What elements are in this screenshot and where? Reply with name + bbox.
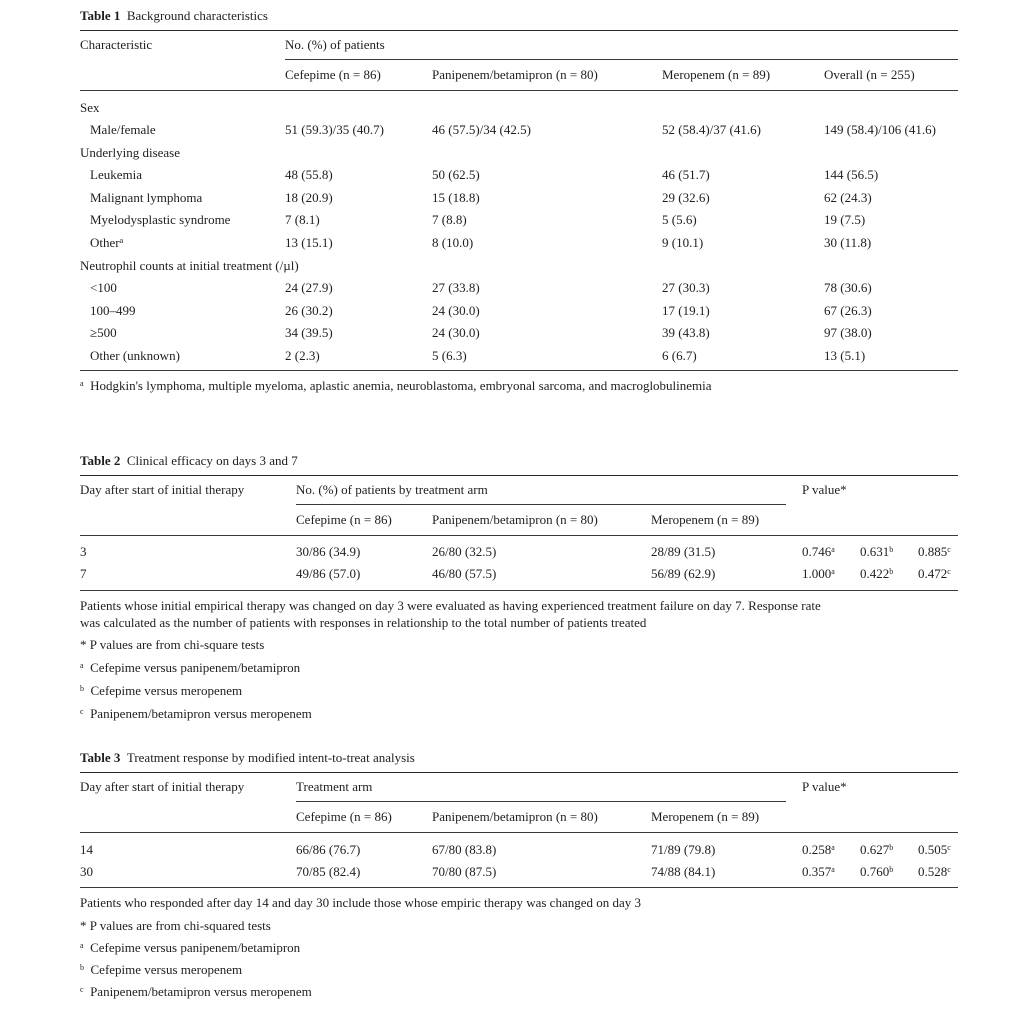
table2-p-value: 0.472$^c$ (918, 566, 951, 581)
table1-cell: 17 (19.1) (662, 303, 710, 318)
table1-row-label: Malignant lymphoma (90, 190, 203, 205)
table2-group-rule (296, 504, 786, 505)
table1-caption: Background characteristics (126, 8, 268, 23)
table1-cell: 8 (10.0) (432, 235, 474, 250)
table2-p-value: 0.631$^b$ (860, 544, 894, 559)
table3-p-value: 0.258$^a$ (802, 842, 835, 857)
table2-cell: 28/89 (31.5) (651, 544, 716, 559)
table3-cell: 71/89 (79.8) (651, 842, 716, 857)
table2-cell: 26/80 (32.5) (432, 544, 497, 559)
table3-top-rule (80, 772, 958, 773)
table3-note-a: $^a$ Cefepime versus panipenem/betamipron (80, 940, 301, 955)
table3-group-rule (296, 801, 786, 802)
table3-cell: 67/80 (83.8) (432, 842, 497, 857)
table3-col-group: Treatment arm (296, 779, 373, 794)
table1-header-rule (80, 90, 958, 91)
table3-title (80, 750, 415, 766)
table1-col-characteristic: Characteristic (80, 37, 153, 52)
table3-p-value: 0.528$^c$ (918, 864, 951, 879)
table2-p-value: 0.746$^a$ (802, 544, 835, 559)
table3-col-panipenem: Panipenem/betamipron (n = 80) (432, 809, 598, 824)
table1-col-cefepime: Cefepime (n = 86) (285, 67, 381, 82)
table3-caption: Treatment response by modified intent-to-treat analysis (126, 750, 415, 765)
table2-bottom-rule (80, 590, 958, 591)
table2-note-a: $^a$ Cefepime versus panipenem/betamipron (80, 660, 301, 675)
table1-cell: 149 (58.4)/106 (41.6) (824, 122, 936, 137)
table2-cell: 56/89 (62.9) (651, 566, 716, 581)
table1-cell: 18 (20.9) (285, 190, 333, 205)
table1-section-neutrophil: Neutrophil counts at initial treatment (/µl) (80, 258, 299, 273)
table1-row-label: Leukemia (90, 167, 142, 182)
table1-top-rule (80, 30, 958, 31)
table1-cell: 13 (15.1) (285, 235, 333, 250)
table1-cell: 78 (30.6) (824, 280, 872, 295)
table1-cell: 29 (32.6) (662, 190, 710, 205)
table3-p-value: 0.357$^a$ (802, 864, 835, 879)
table3-note-b: $^b$ Cefepime versus meropenem (80, 962, 243, 977)
table3-note-line1: Patients who responded after day 14 and day 30 include those whose empiric therapy was changed on day 3 (80, 895, 642, 910)
table3-cell: 74/88 (84.1) (651, 864, 716, 879)
table1-cell: 144 (56.5) (824, 167, 879, 182)
table1-row-label: 100–499 (90, 303, 136, 318)
footnote-marker: a (119, 236, 124, 245)
table1-row-label-other: Other$^a$ (90, 235, 124, 250)
table3-p-value: 0.505$^c$ (918, 842, 951, 857)
table2-col-panipenem: Panipenem/betamipron (n = 80) (432, 512, 598, 527)
table2-caption: Clinical efficacy on days 3 and 7 (126, 453, 298, 468)
table1-cell: 19 (7.5) (824, 212, 866, 227)
table1-cell: 46 (51.7) (662, 167, 710, 182)
table2-label: Table 2 (80, 453, 121, 468)
table3-row-day: 14 (80, 842, 93, 857)
table1-cell: 51 (59.3)/35 (40.7) (285, 122, 384, 137)
table3-col-p: P value* (802, 779, 847, 794)
table1-section-underlying: Underlying disease (80, 145, 181, 160)
table1-cell: 24 (27.9) (285, 280, 333, 295)
table2-col-cefepime: Cefepime (n = 86) (296, 512, 392, 527)
table2-note-line1: Patients whose initial empirical therapy was changed on day 3 were evaluated as having experienced treatment failure on day 7. Response rate (80, 598, 821, 613)
table1-cell: 39 (43.8) (662, 325, 710, 340)
table2-col-day: Day after start of initial therapy (80, 482, 245, 497)
table1-bottom-rule (80, 370, 958, 371)
table2-row-day: 7 (80, 566, 87, 581)
table3-note-star: * P values are from chi-squared tests (80, 918, 271, 933)
table2-col-p: P value* (802, 482, 847, 497)
table1-col-group: No. (%) of patients (285, 37, 385, 52)
table3-cell: 70/85 (82.4) (296, 864, 361, 879)
table1-cell: 48 (55.8) (285, 167, 333, 182)
table1-cell: 24 (30.0) (432, 325, 480, 340)
table3-p-value: 0.760$^b$ (860, 864, 894, 879)
table1-cell: 5 (6.3) (432, 348, 467, 363)
table2-note-line2: was calculated as the number of patients with responses in relationship to the total number of patients treated (80, 615, 647, 630)
table2-p-value: 0.422$^b$ (860, 566, 894, 581)
table2-note-c: $^c$ Panipenem/betamipron versus meropenem (80, 706, 312, 721)
table1-cell: 52 (58.4)/37 (41.6) (662, 122, 761, 137)
table1-cell: 30 (11.8) (824, 235, 872, 250)
table3-note-c: $^c$ Panipenem/betamipron versus meropenem (80, 984, 312, 999)
table1-cell: 13 (5.1) (824, 348, 866, 363)
table1-cell: 27 (30.3) (662, 280, 710, 295)
table3-col-meropenem: Meropenem (n = 89) (651, 809, 760, 824)
table1-cell: 7 (8.8) (432, 212, 467, 227)
table1-cell: 6 (6.7) (662, 348, 697, 363)
table1-row-label: ≥500 (90, 325, 117, 340)
table1-cell: 46 (57.5)/34 (42.5) (432, 122, 531, 137)
table1-col-overall: Overall (n = 255) (824, 67, 915, 82)
table2-p-value: 1.000$^a$ (802, 566, 835, 581)
table3-cell: 66/86 (76.7) (296, 842, 361, 857)
table2-col-group: No. (%) of patients by treatment arm (296, 482, 488, 497)
table1-cell: 34 (39.5) (285, 325, 333, 340)
table2-cell: 46/80 (57.5) (432, 566, 497, 581)
table3-row-day: 30 (80, 864, 93, 879)
table2-top-rule (80, 475, 958, 476)
table1-row-label: <100 (90, 280, 117, 295)
table3-p-value: 0.627$^b$ (860, 842, 894, 857)
table1-cell: 67 (26.3) (824, 303, 872, 318)
table2-note-b: $^b$ Cefepime versus meropenem (80, 683, 243, 698)
table1-cell: 7 (8.1) (285, 212, 320, 227)
table2-cell: 30/86 (34.9) (296, 544, 361, 559)
table1-cell: 26 (30.2) (285, 303, 333, 318)
table1-cell: 50 (62.5) (432, 167, 480, 182)
table1-cell: 97 (38.0) (824, 325, 872, 340)
table1-cell: 62 (24.3) (824, 190, 872, 205)
table2-p-value: 0.885$^c$ (918, 544, 951, 559)
table1-cell: 24 (30.0) (432, 303, 480, 318)
table2-title (80, 453, 298, 469)
table1-cell: 15 (18.8) (432, 190, 480, 205)
table1-footnote: $^a$ Hodgkin's lymphoma, multiple myeloma, aplastic anemia, neuroblastoma, embryonal sarcoma, and macroglobulinemia (80, 378, 712, 393)
table1-cell: 9 (10.1) (662, 235, 704, 250)
table2-cell: 49/86 (57.0) (296, 566, 361, 581)
table1-cell: 5 (5.6) (662, 212, 697, 227)
table1-cell: 2 (2.3) (285, 348, 320, 363)
table3-cell: 70/80 (87.5) (432, 864, 497, 879)
table1-title (80, 8, 268, 24)
table1-row-label: Other (unknown) (90, 348, 180, 363)
table2-header-rule (80, 535, 958, 536)
table3-col-day: Day after start of initial therapy (80, 779, 245, 794)
table2-row-day: 3 (80, 544, 87, 559)
table1-row-label: Myelodysplastic syndrome (90, 212, 231, 227)
table1-row-label: Male/female (90, 122, 156, 137)
table1-col-panipenem: Panipenem/betamipron (n = 80) (432, 67, 598, 82)
table3-col-cefepime: Cefepime (n = 86) (296, 809, 392, 824)
table3-bottom-rule (80, 887, 958, 888)
table1-group-rule (285, 59, 958, 60)
table2-col-meropenem: Meropenem (n = 89) (651, 512, 760, 527)
table3-header-rule (80, 832, 958, 833)
table1-cell: 27 (33.8) (432, 280, 480, 295)
table1-label: Table 1 (80, 8, 121, 23)
table1-col-meropenem: Meropenem (n = 89) (662, 67, 771, 82)
table2-note-star: * P values are from chi-square tests (80, 637, 265, 652)
table1-section-sex: Sex (80, 100, 100, 115)
table3-label: Table 3 (80, 750, 121, 765)
